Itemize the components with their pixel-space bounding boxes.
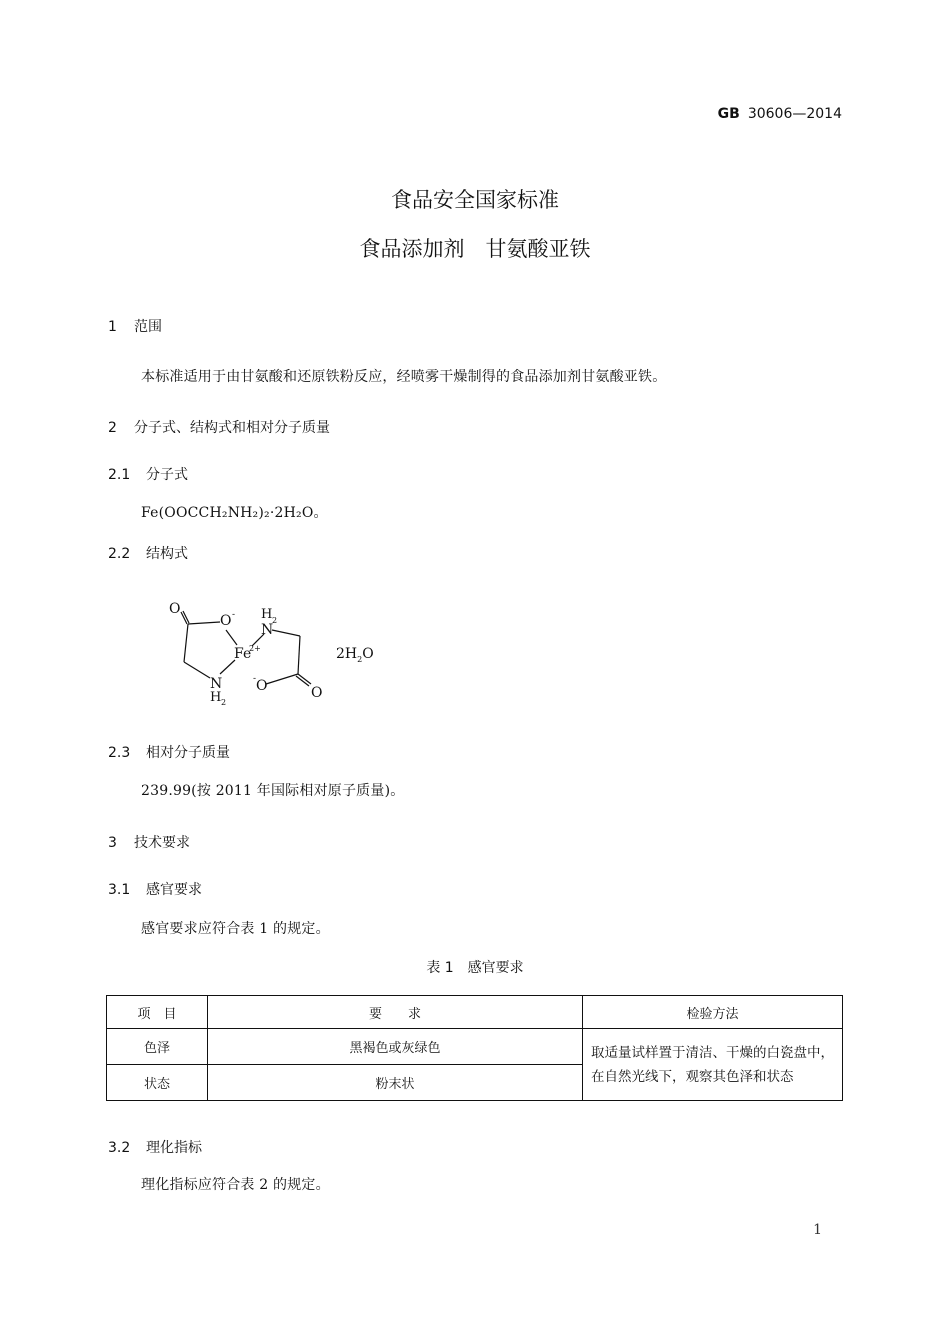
section-2-1-heading [108,464,188,484]
section-number: 3 [108,835,117,851]
section-number: 3.1 [108,882,131,898]
section-number: 2.1 [108,467,131,483]
table-row [107,1029,843,1065]
section-1-body: 本标准适用于由甘氨酸和还原铁粉反应，经喷雾干燥制得的食品添加剂甘氨酸亚铁。 [141,369,667,385]
section-2-2-heading [108,543,188,563]
section-title: 结构式 [146,546,188,562]
charge-label: - [253,674,257,684]
section-number: 3.2 [108,1140,131,1156]
section-2-3-heading [108,742,230,762]
hydrogen-atom-label: H [261,607,273,622]
section-3-2-heading [108,1137,202,1157]
header-method: 检验方法 [583,996,843,1029]
section-1-heading [108,316,162,336]
bond-line [226,630,237,645]
subscript-label: 2 [221,698,227,707]
document-title: 食品安全国家标准 [391,188,559,212]
section-2-heading [108,417,330,437]
nitrogen-atom-label: N [261,622,274,638]
test-method-cell: 取适量试样置于清洁、干燥的白瓷盘中，在自然光线下，观察其色泽和状态 [583,1029,843,1101]
standard-number [718,106,842,122]
section-title: 分子式 [146,467,188,483]
page-number: 1 [813,1222,822,1238]
bond-line [188,622,220,624]
header-requirement: 要 求 [208,996,583,1029]
document-subtitle: 食品添加剂 甘氨酸亚铁 [359,237,591,261]
table-1-caption: 表 1 感官要求 [426,960,524,976]
oxygen-atom-label: O [256,678,268,694]
sensory-requirements-table [106,995,843,1101]
bond-line [184,624,188,662]
oxygen-atom-label: O [169,601,181,617]
section-title: 范围 [134,319,162,335]
section-3-2-body: 理化指标应符合表 2 的规定。 [141,1177,330,1193]
section-title: 理化指标 [146,1140,202,1156]
section-title: 技术要求 [134,835,190,851]
row-requirement: 粉末状 [208,1065,583,1101]
row-item: 色泽 [107,1029,208,1065]
section-number: 2.2 [108,546,131,562]
subscript-label: 2 [272,616,278,625]
hydrogen-atom-label: H [210,690,222,705]
water-label: $2H_2O$ [336,646,374,664]
section-number: 1 [108,319,117,335]
section-number: 2 [108,420,117,436]
bond-line [298,636,300,674]
molecular-formula: Fe(OOCCH₂NH₂)₂·2H₂O。 [141,505,328,521]
row-requirement: 黑褐色或灰绿色 [208,1029,583,1065]
section-3-heading [108,832,190,852]
oxygen-atom-label: O [220,613,232,629]
header-item: 项 目 [107,996,208,1029]
nitrogen-atom-label: N [210,676,223,692]
bond-line [184,662,210,678]
section-title: 相对分子质量 [146,745,230,761]
oxygen-atom-label: O [311,685,323,701]
row-item: 状态 [107,1065,208,1101]
section-3-1-body: 感官要求应符合表 1 的规定。 [141,921,330,937]
table-header-row [107,996,843,1029]
gb-number: 30606—2014 [747,106,842,122]
section-title: 感官要求 [146,882,202,898]
bond-line [266,674,298,684]
section-number: 2.3 [108,745,131,761]
charge-label: 2+ [249,644,261,653]
bond-line [272,630,300,636]
molecular-mass: 239.99(按 2011 年国际相对原子质量)。 [141,783,405,799]
section-3-1-heading [108,879,202,899]
bond-line [220,660,235,674]
charge-label: - [232,610,236,620]
section-title: 分子式、结构式和相对分子质量 [134,420,330,436]
structural-formula-diagram [160,592,400,712]
iron-atom-label: Fe [234,646,252,662]
gb-prefix: GB [717,106,740,122]
